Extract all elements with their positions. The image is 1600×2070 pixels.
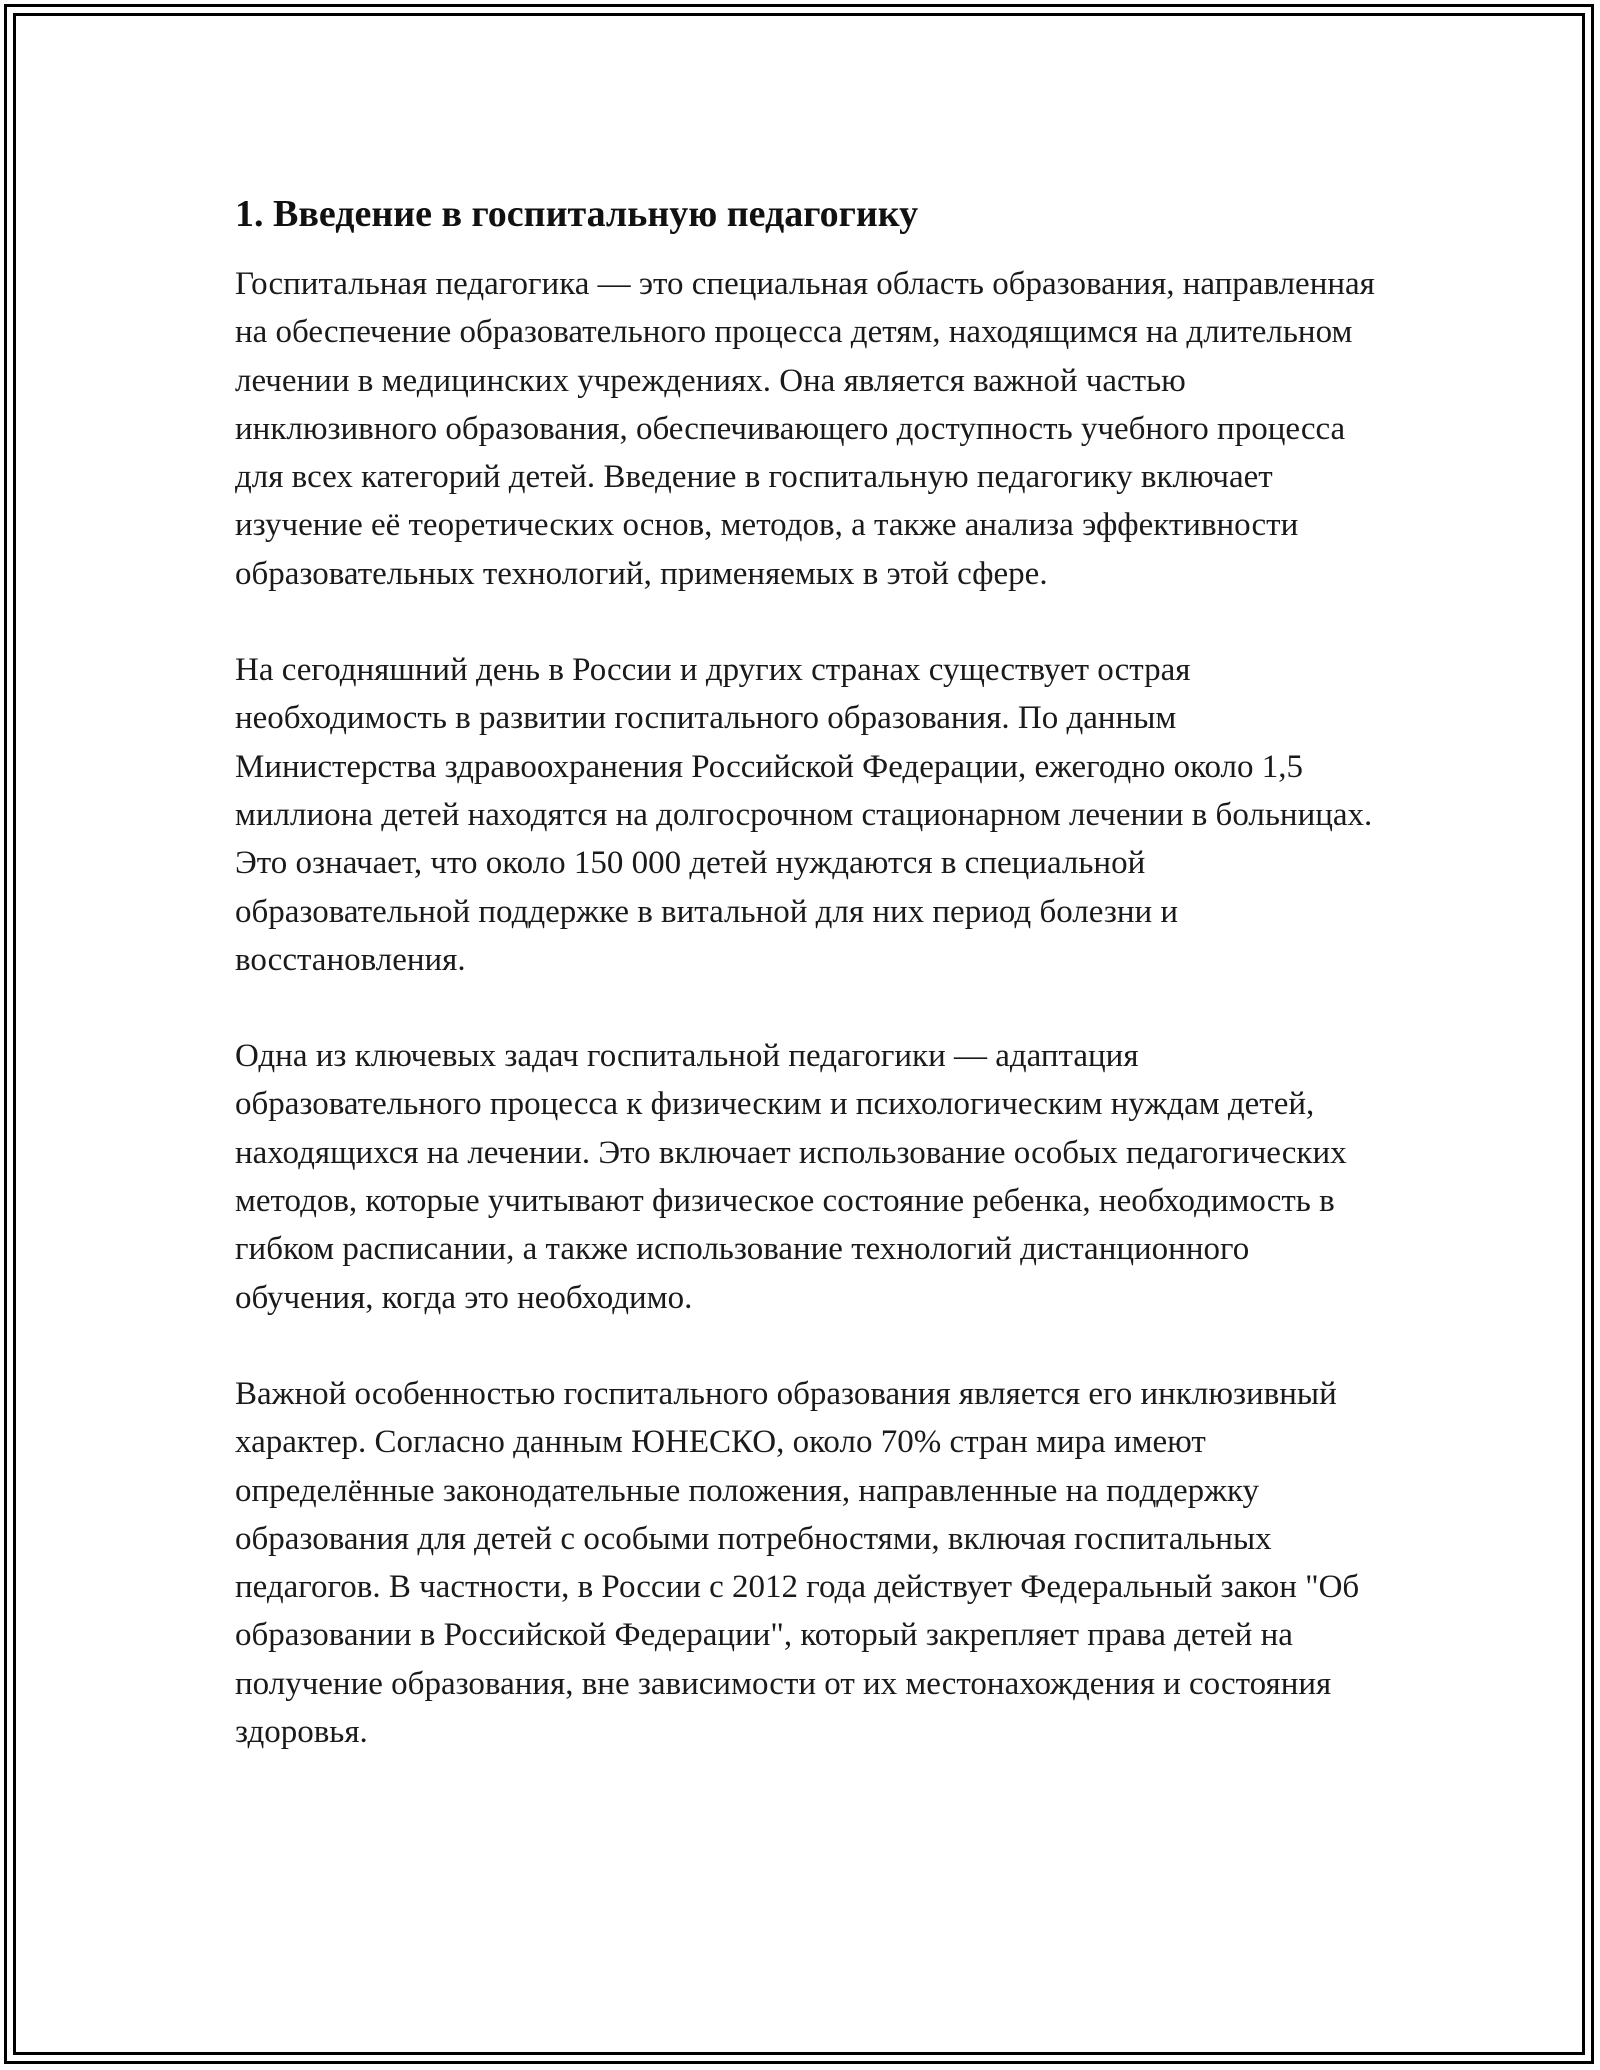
section-title: 1. Введение в госпитальную педагогику <box>235 193 919 235</box>
paragraph-intro: Госпитальная педагогика — это специальная область образования, направленная на обеспечение образовательного процесса детям, находящимся на длительном лечении в медицинских учреждениях. Она является важной частью инклюзивного образования, обеспечивающего доступность учебного процесса для всех категорий детей. Введение в госпитальную педагогику включает изучение её теоретических основ, методов, а также анализа эффективности образовательных технологий, применяемых в этой сфере. <box>235 266 1375 592</box>
paragraph-adaptation: Одна из ключевых задач госпитальной педагогики — адаптация образовательного процесса к физическим и психологическим нуждам детей, находящихся на лечении. Это включает использование особых педагогических методов, которые учитывают физическое состояние ребенка, необходимость в гибком расписании, а также использование технологий дистанционного обучения, когда это необходимо. <box>235 1038 1347 1316</box>
paragraph-statistics: На сегодняшний день в России и других странах существует острая необходимость в развитии госпитального образования. По данным Министерства здравоохранения Российской Федерации, ежегодно около 1,5 миллиона детей находятся на долгосрочном стационарном лечении в больницах. Это означает, что около 150 000 детей нуждаются в специальной образовательной поддержке в витальной для них период болезни и восстановления. <box>235 652 1373 978</box>
document-body <box>235 182 1375 1804</box>
paragraph-inclusive: Важной особенностью госпитального образования является его инклюзивный характер. Согласно данным ЮНЕСКО, около 70% стран мира имеют определённые законодательные положения, направленные на поддержку образования для детей с особыми потребностями, включая госпитальных педагогов. В частности, в России с 2012 года действует Федеральный закон "Об образовании в Российской Федерации", который закрепляет права детей на получение образования, вне зависимости от их местонахождения и состояния здоровья. <box>235 1375 1360 1751</box>
